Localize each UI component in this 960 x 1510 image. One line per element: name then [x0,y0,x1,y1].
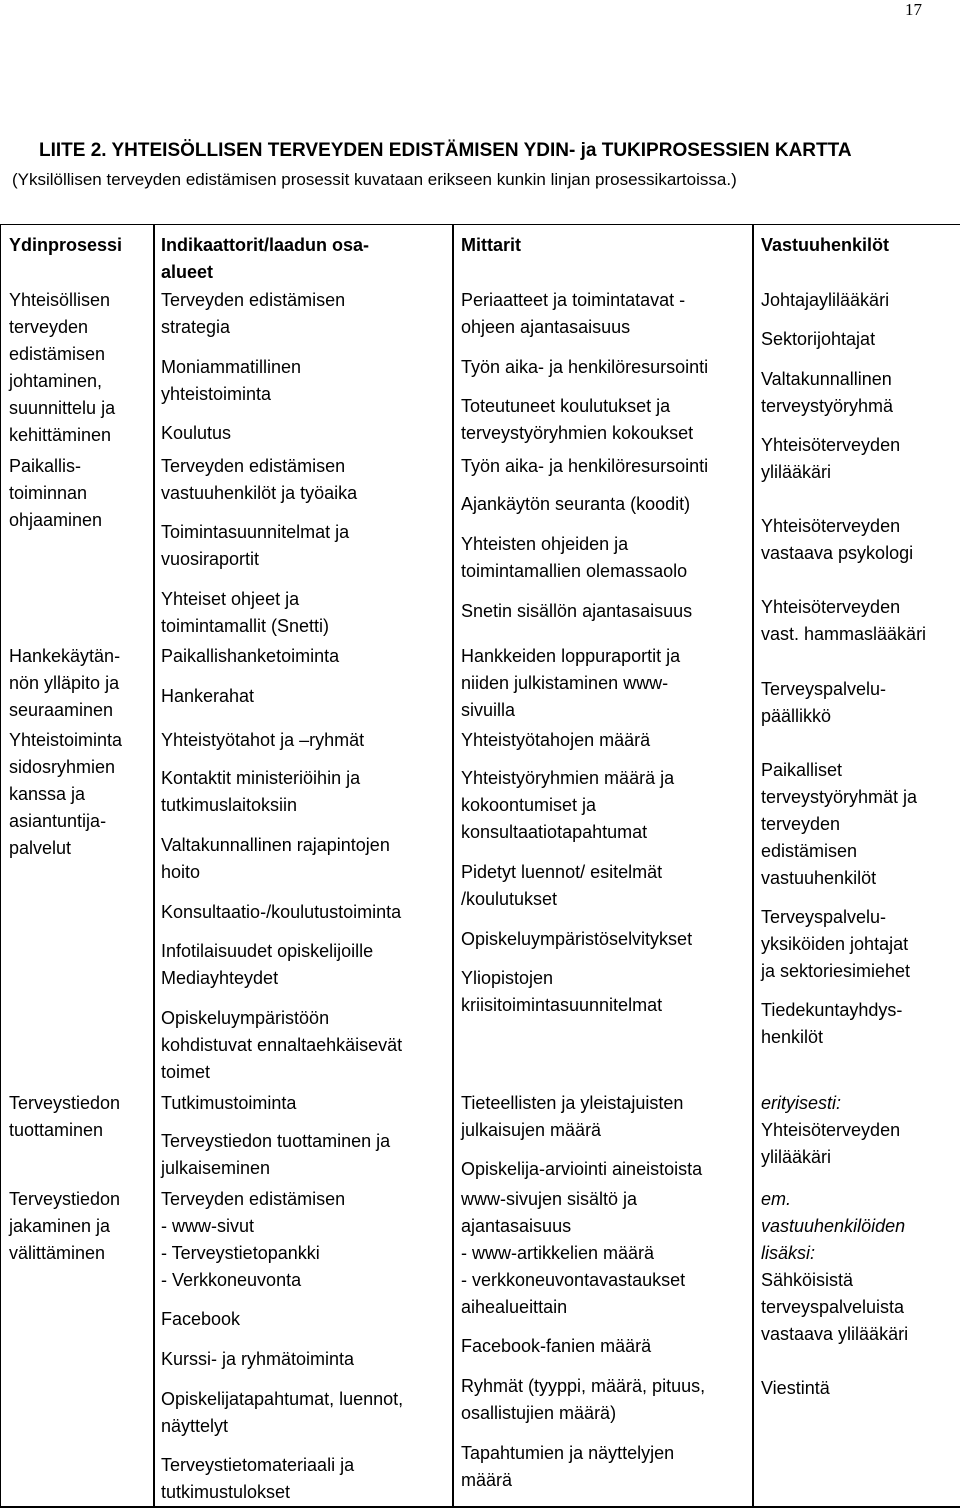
responsible-cell: Paikalliset terveystyöryhmät ja terveyden edistämisen vastuuhenkilöt [761,760,918,888]
metric-cell: Yliopistojen kriisitoimintasuunnitelmat [461,968,663,1015]
indicator-cell: Yhteiset ohjeet ja toimintamallit (Snetti) [161,589,330,636]
header-indikaattorit: Indikaattorit/laadun osa- alueet [161,235,370,282]
indicator-cell: Terveyden edistämisen strategia [161,290,346,337]
metric-cell: Yhteistyöryhmien määrä ja kokoontumiset ja konsultaatiotapahtumat [461,768,675,842]
metric-cell: Facebook-fanien määrä [461,1336,652,1356]
table-bottom-rule [0,1506,960,1508]
indicator-cell: Koulutus [161,423,232,443]
header-ydinprosessi: Ydinprosessi [9,235,123,255]
indicator-cell: Kontaktit ministeriöihin ja tutkimuslaitoksiin [161,768,361,815]
responsible-cell: Tiedekuntayhdys- henkilöt [761,1000,903,1047]
responsible-cell: Valtakunnallinen terveystyöryhmä [761,369,894,416]
responsible-cell: Viestintä [761,1378,830,1398]
indicator-cell: Kurssi- ja ryhmätoiminta [161,1349,355,1369]
indicator-cell: Toimintasuunnitelmat ja vuosiraportit [161,522,350,569]
metric-cell: www-sivujen sisältö ja ajantasaisuus - www-artikkelien määrä - verkkoneuvontavastaukset aihealueittain [461,1189,686,1317]
responsible-cell: Yhteisöterveyden ylilääkäri [761,1120,901,1167]
indicator-cell: Terveyden edistämisen vastuuhenkilöt ja työaika [161,456,358,503]
metric-cell: Ryhmät (tyyppi, määrä, pituus, osallistujien määrä) [461,1376,706,1423]
indicator-cell: Konsultaatio-/koulutustoiminta [161,902,402,922]
process-cell: Yhteistoiminta sidosryhmien kanssa ja asiantuntija- palvelut [9,730,123,858]
metric-cell: Pidetyt luennot/ esitelmät /koulutukset [461,862,663,909]
responsible-note-italic: erityisesti: [761,1093,842,1113]
metric-cell: Ajankäytön seuranta (koodit) [461,494,691,514]
metric-cell: Yhteistyötahojen määrä [461,730,651,750]
indicator-cell: Valtakunnallinen rajapintojen hoito [161,835,390,882]
column-vastuuhenkilot [754,224,959,1508]
responsible-cell: Terveyspalvelu- yksiköiden johtajat ja sektoriesimiehet [761,907,911,981]
metric-cell: Periaatteet ja toimintatavat - ohjeen ajantasaisuus [461,290,686,337]
indicator-cell: Moniammatillinen yhteistoiminta [161,357,302,404]
column-indikaattorit [155,224,454,1508]
indicator-cell: Yhteistyötahot ja –ryhmät [161,730,365,750]
responsible-cell: Yhteisöterveyden vastaava psykologi [761,516,914,563]
process-cell: Yhteisöllisen terveyden edistämisen johtaminen, suunnittelu ja kehittäminen [9,290,116,445]
metric-cell: Toteutuneet koulutukset ja terveystyöryhmien kokoukset [461,396,694,443]
responsible-cell: Johtajaylilääkäri [761,290,890,310]
metric-cell: Hankkeiden loppuraportit ja niiden julkistaminen www- sivuilla [461,646,681,720]
indicator-cell: Tutkimustoiminta [161,1093,297,1113]
metric-cell: Opiskeluympäristöselvitykset [461,929,693,949]
metric-cell: Työn aika- ja henkilöresursointi [461,456,709,476]
process-cell: Hankekäytän- nön ylläpito ja seuraaminen [9,646,121,720]
metric-cell: Tapahtumien ja näyttelyjen määrä [461,1443,675,1490]
page-title: LIITE 2. YHTEISÖLLISEN TERVEYDEN EDISTÄMISEN YDIN- ja TUKIPROSESSIEN KARTTA [39,140,852,161]
indicator-cell: Terveystiedon tuottaminen ja julkaiseminen [161,1131,391,1178]
column-mittarit [454,224,754,1508]
header-vastuuhenkilot: Vastuuhenkilöt [761,235,890,255]
responsible-cell: Yhteisöterveyden ylilääkäri [761,435,901,482]
responsible-cell: Terveyspalvelu- päällikkö [761,679,887,726]
header-mittarit: Mittarit [461,235,521,255]
column-ydinprosessi [0,224,155,1508]
metric-cell: Yhteisten ohjeiden ja toimintamallien olemassaolo [461,534,688,581]
process-cell: Terveystiedon jakaminen ja välittäminen [9,1189,121,1263]
metric-cell: Snetin sisällön ajantasaisuus [461,601,693,621]
indicator-cell: Terveystietomateriaali ja tutkimustulokset [161,1455,355,1502]
responsible-cell: Yhteisöterveyden vast. hammaslääkäri [761,597,927,644]
page-subtitle: (Yksilöllisen terveyden edistämisen prosessit kuvataan erikseen kunkin linjan prosessikartoissa.) [12,170,737,189]
metric-cell: Työn aika- ja henkilöresursointi [461,357,709,377]
indicator-cell: Hankerahat [161,686,255,706]
responsible-note-italic: em. vastuuhenkilöiden lisäksi: [761,1189,906,1263]
responsible-cell: Sektorijohtajat [761,329,876,349]
indicator-cell: Paikallishanketoiminta [161,646,340,666]
indicator-cell: Terveyden edistämisen - www-sivut - Terveystietopankki - Verkkoneuvonta [161,1189,346,1290]
indicator-cell: Opiskeluympäristöön kohdistuvat ennaltaehkäisevät toimet [161,1008,403,1082]
metric-cell: Opiskelija-arviointi aineistoista [461,1159,703,1179]
process-cell: Terveystiedon tuottaminen [9,1093,121,1140]
responsible-cell: Sähköisistä terveyspalveluista vastaava ylilääkäri [761,1270,909,1344]
metric-cell: Tieteellisten ja yleistajuisten julkaisujen määrä [461,1093,684,1140]
process-cell: Paikallis- toiminnan ohjaaminen [9,456,103,530]
page-number: 17 [905,0,922,19]
indicator-cell: Infotilaisuudet opiskelijoille Mediayhteydet [161,941,374,988]
indicator-cell: Facebook [161,1309,241,1329]
indicator-cell: Opiskelijatapahtumat, luennot, näyttelyt [161,1389,404,1436]
